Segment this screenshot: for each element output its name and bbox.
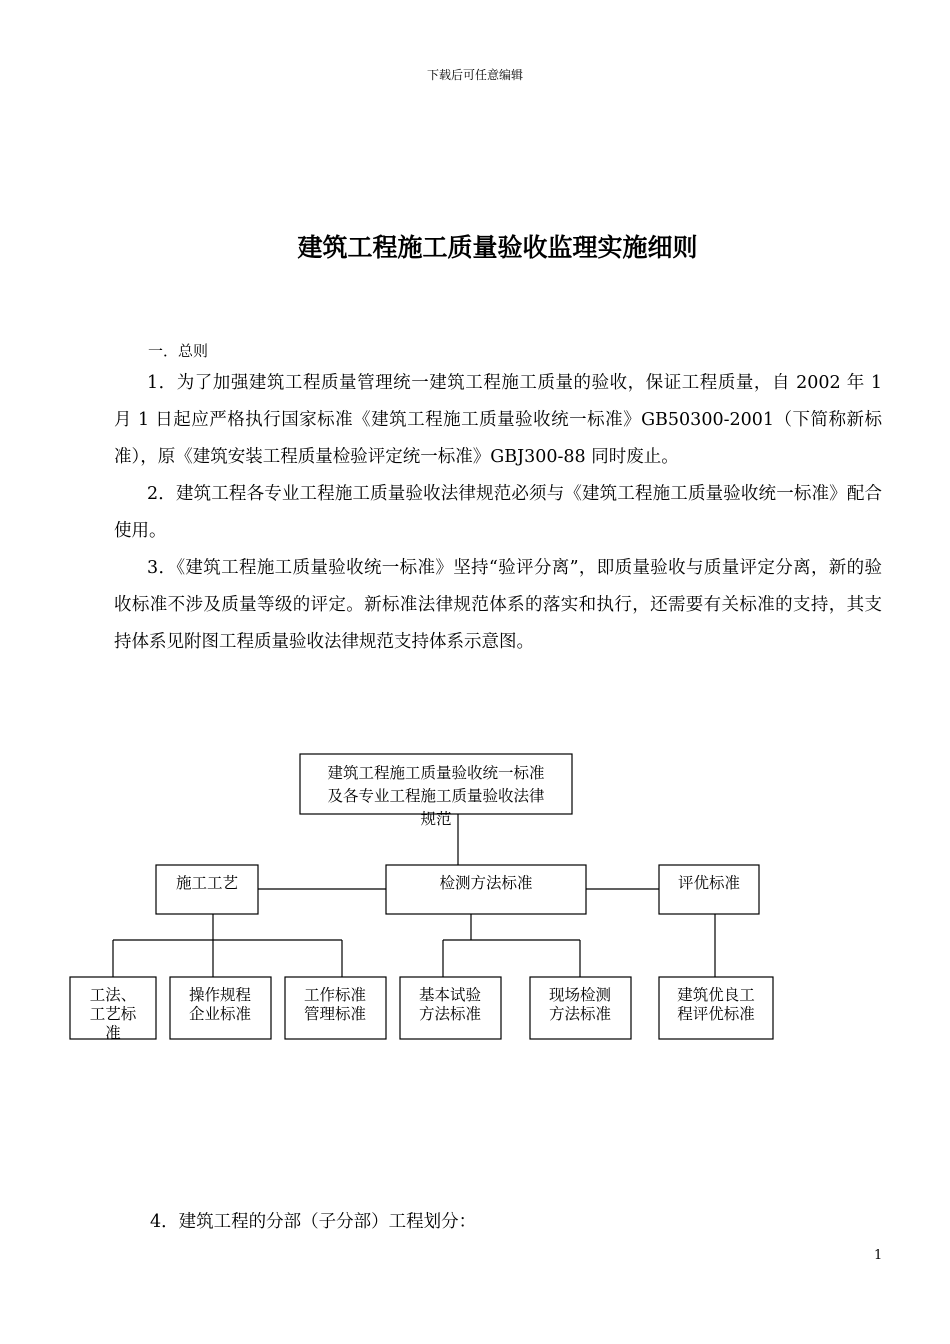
subsection-heading-4: 4．建筑工程的分部（子分部）工程划分：	[150, 1212, 477, 1232]
leaf-5-line-1: 现场检测	[548, 986, 612, 1004]
root-label-line-3: 规范	[420, 810, 452, 828]
standards-support-diagram	[0, 740, 950, 1060]
leaf-6-line-2: 程评优标准	[677, 1005, 755, 1023]
leaf-5-line-2: 方法标准	[548, 1005, 612, 1023]
leaf-1-line-3: 准	[105, 1024, 121, 1042]
root-label-line-1: 建筑工程施工质量验收统一标准	[327, 764, 545, 782]
leaf-2-line-1: 操作规程	[188, 986, 252, 1004]
leaf-3-line-1: 工作标准	[303, 986, 367, 1004]
leaf-6-line-1: 建筑优良工	[677, 986, 755, 1004]
leaf-1-line-2: 工艺标	[89, 1005, 137, 1023]
page-number: 1	[874, 1248, 883, 1263]
leaf-1-line-1: 工法、	[89, 986, 137, 1004]
paragraph-2: 2．建筑工程各专业工程施工质量验收法律规范必须与《建筑工程施工质量验收统一标准》配合使用。	[114, 484, 882, 541]
mid-left-label: 施工工艺	[175, 874, 239, 892]
leaf-4-line-2: 方法标准	[418, 1005, 482, 1023]
leaf-3-line-2: 管理标准	[303, 1005, 367, 1023]
header-note: 下载后可任意编辑	[426, 68, 523, 82]
leaf-4-line-1: 基本试验	[418, 986, 482, 1004]
document-title: 建筑工程施工质量验收监理实施细则	[297, 233, 698, 262]
root-label-line-2: 及各专业工程施工质量验收法律	[327, 787, 545, 805]
root-box	[300, 754, 572, 814]
mid-right-label: 评优标准	[677, 874, 741, 892]
mid-center-label: 检测方法标准	[439, 874, 533, 892]
paragraph-3: 3．《建筑工程施工质量验收统一标准》坚持“验评分离”，即质量验收与质量评定分离，新的验收标准不涉及质量等级的评定。新标准法律规范体系的落实和执行，还需要有关标准的支持，其支持体系见附图工程质量验收法律规范支持体系示意图。	[114, 558, 882, 652]
paragraph-1: 1．为了加强建筑工程质量管理统一建筑工程施工质量的验收，保证工程质量，自 2002 年 1 月 1 日起应严格执行国家标准《建筑工程施工质量验收统一标准》GB50300-2001（下简称新标准），原《建筑安装工程质量检验评定统一标准》GBJ300-88 同时废止。	[114, 373, 882, 467]
section-heading: 一．总则	[148, 342, 209, 360]
leaf-2-line-2: 企业标准	[188, 1005, 252, 1023]
